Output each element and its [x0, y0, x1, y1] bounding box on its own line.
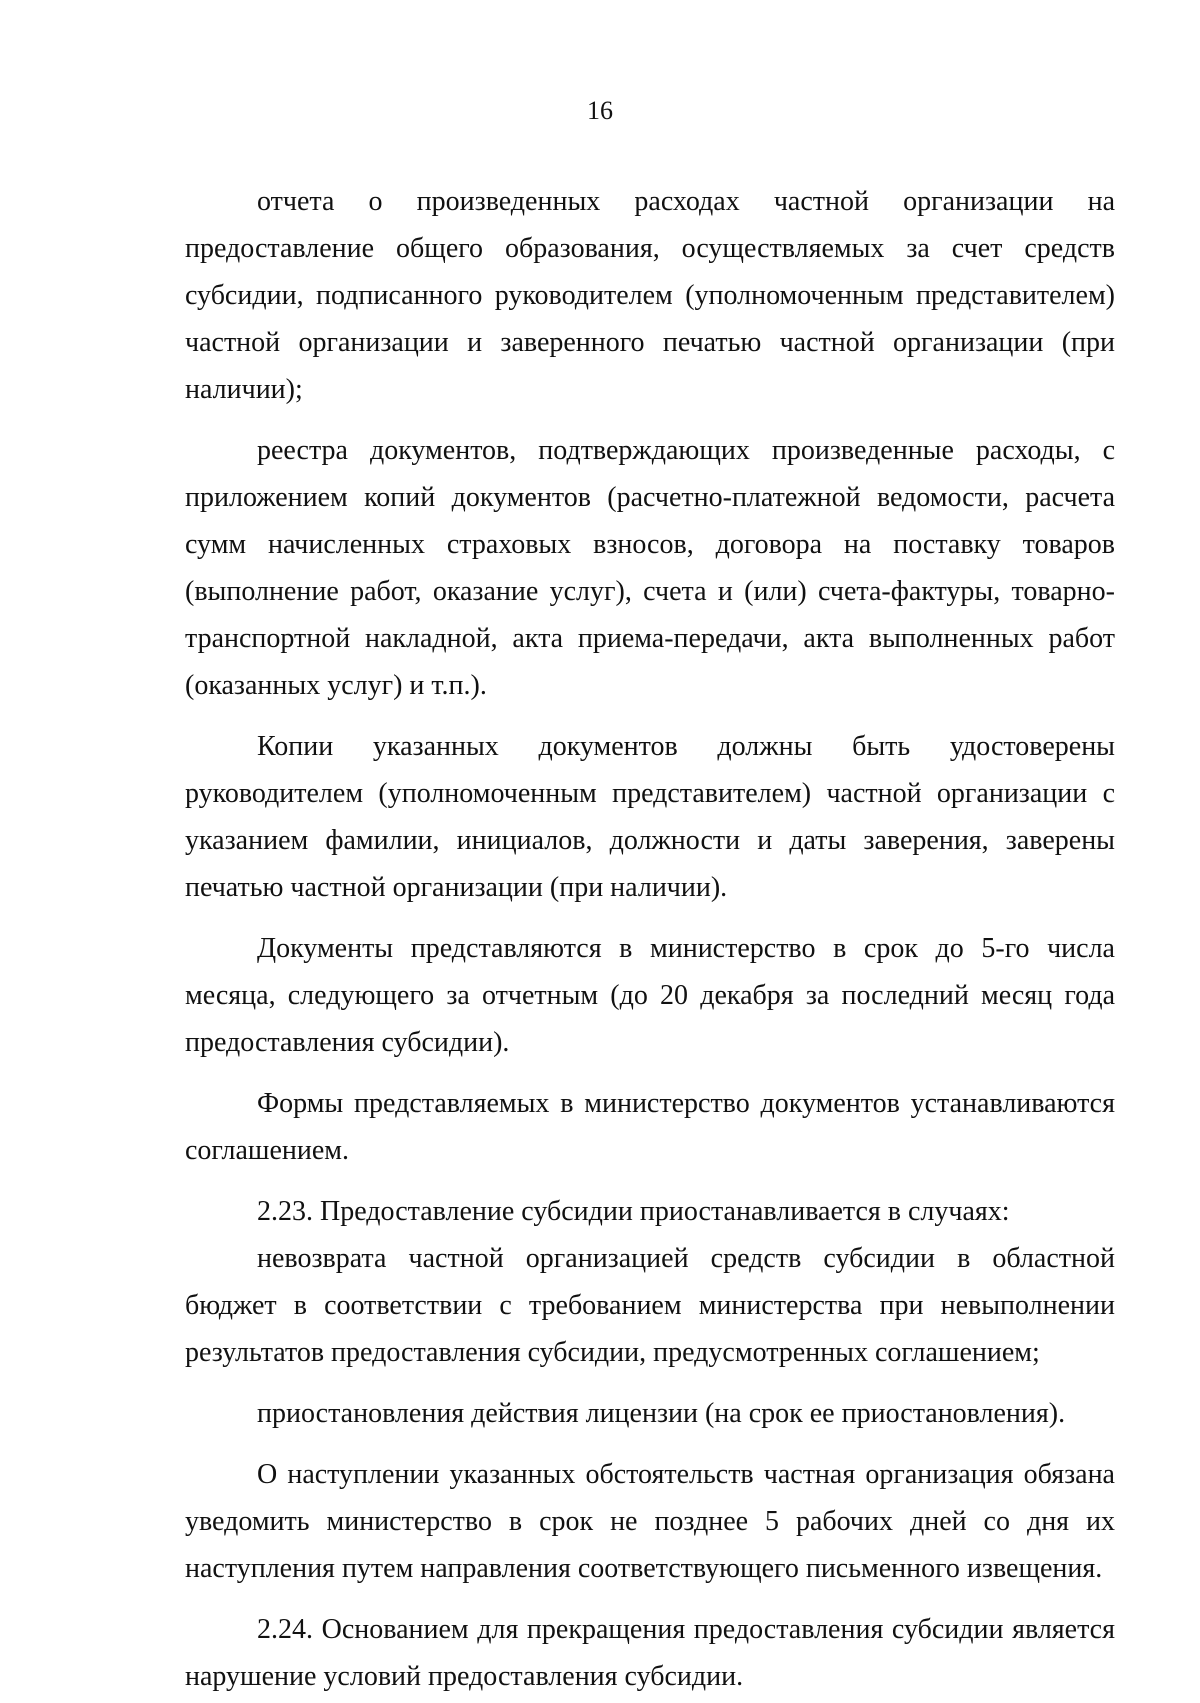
paragraph-section-2-23: 2.23. Предоставление субсидии приостанавливается в случаях: — [257, 1196, 1010, 1227]
paragraph-license-suspension: приостановления действия лицензии (на срок ее приостановления). — [257, 1398, 1066, 1429]
paragraph-non-return-of-funds: невозврата частной организацией средств субсидии в областной бюджет в соответствии с требованием министерства при невыполнении результатов предоставления субсидии, предусмотренных соглашением; — [185, 1243, 1115, 1368]
paragraph-copies-certification: Копии указанных документов должны быть удостоверены руководителем (уполномоченным представителем) частной организации с указанием фамилии, инициалов, должности и даты заверения, заверены печатью частной организации (при наличии). — [185, 731, 1115, 903]
paragraph-section-2-24: 2.24. Основанием для прекращения предоставления субсидии является нарушение условий предоставления субсидии. — [185, 1614, 1115, 1692]
page-number: 16 — [587, 96, 613, 125]
document-body — [185, 178, 1115, 1700]
paragraph-report-on-expenses: отчета о произведенных расходах частной организации на предоставление общего образования, осуществляемых за счет средств субсидии, подписанного руководителем (уполномоченным представителем) частной организации и заверенного печатью частной организации (при наличии); — [185, 186, 1115, 405]
paragraph-submission-deadline: Документы представляются в министерство в срок до 5-го числа месяца, следующего за отчетным (до 20 декабря за последний месяц года предоставления субсидии). — [185, 933, 1115, 1058]
paragraph-notification-obligation: О наступлении указанных обстоятельств частная организация обязана уведомить министерство в срок не позднее 5 рабочих дней со дня их наступления путем направления соответствующего письменного извещения. — [185, 1459, 1115, 1584]
paragraph-register-of-documents: реестра документов, подтверждающих произведенные расходы, с приложением копий документов (расчетно-платежной ведомости, расчета сумм начисленных страховых взносов, договора на поставку товаров (выполнение работ, оказание услуг), счета и (или) счета-фактуры, товарно-транспортной накладной, акта приема-передачи, акта выполненных работ (оказанных услуг) и т.п.). — [185, 435, 1115, 701]
paragraph-document-forms: Формы представляемых в министерство документов устанавливаются соглашением. — [185, 1088, 1115, 1166]
